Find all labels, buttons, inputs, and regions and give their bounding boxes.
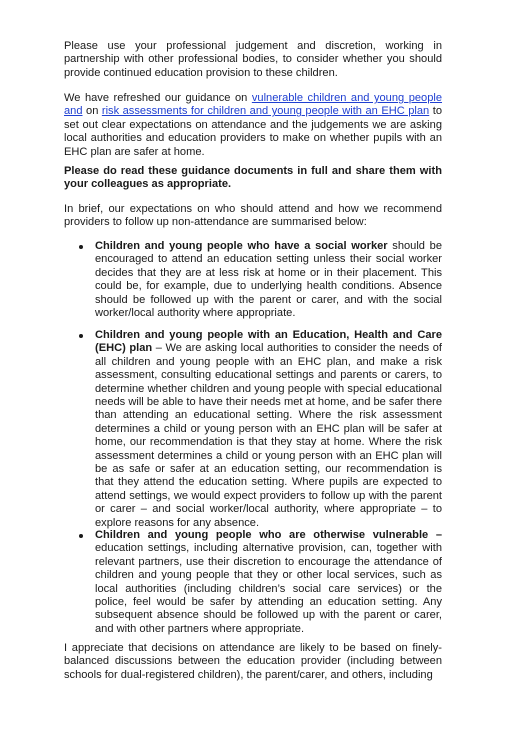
paragraph-attendance-decisions: I appreciate that decisions on attendance are likely to be based on finely-balanced discussions between the education provider (including between schools for dual-registered children), the parent/carer, and others, including	[64, 642, 442, 681]
link-risk-assessments-guidance[interactable]: risk assessments for children and young people with an EHC plan	[101, 105, 430, 118]
list-item-social-worker	[64, 240, 442, 320]
list-item-lead: Children and young people who are otherwise vulnerable –	[95, 529, 442, 541]
list-item-body: – We are asking local authorities to consider the needs of all children and young people with an EHC plan, and make a risk assessment, consulting educational settings and parents or carers, to determine whether children and young people with special educational needs will be able to have their needs met at home, and be safer there than attending an educational setting. Where the risk assessment determines a child or young person with an EHC plan will be safer at home, our recommendation is that they stay at home. Where the risk assessment determines a child or young person with an EHC plan will be as safe or safer at an education setting, our recommendation is that they attend the education setting. Where pupils are expected to attend settings, we would expect providers to follow up with the parent or carer – and social worker/local authority, where appropriate – to explore reasons for any absence.	[95, 342, 442, 529]
bullet-icon	[79, 334, 83, 338]
list-item-lead: Children and young people with an Education, Health and Care (EHC) plan	[95, 329, 442, 355]
paragraph-text: to set out clear expectations on attendance and the judgements we are asking local authorities and education providers to make on whether pupils with an EHC plan are safer at home.	[64, 105, 442, 158]
paragraph-refreshed-guidance	[64, 92, 442, 159]
list-item-text	[95, 529, 442, 636]
list-item-text	[95, 329, 442, 530]
list-item-otherwise-vulnerable	[64, 529, 442, 636]
list-item-body: should be encouraged to attend an education setting unless their social worker decides that they are at less risk at home or in their placement. This could be, for example, due to underlying health conditions. Absence should be followed up with the parent or carer, and with the social worker/local authority where appropriate.	[95, 240, 442, 320]
paragraph-text: We have refreshed our guidance on	[64, 92, 252, 104]
paragraph-in-brief: In brief, our expectations on who should attend and how we recommend providers to follow up non-attendance are summarised below:	[64, 203, 442, 229]
list-item-ehc-plan	[64, 329, 442, 530]
bullet-icon	[79, 534, 83, 538]
paragraph-read-guidance: Please do read these guidance documents in full and share them with your colleagues as appropriate.	[64, 165, 442, 191]
list-item-body: education settings, including alternative provision, can, together with relevant partners, use their discretion to encourage the attendance of children and young people that they or other local services, such as local authorities (including children’s social care services) or the police, feel would be safer by attending an education setting. Any subsequent absence should be followed up with the parent or carer, and with other partners where appropriate.	[95, 542, 442, 635]
paragraph-text: on	[82, 105, 102, 118]
link-vulnerable-children-guidance[interactable]: vulnerable children and young people and	[64, 92, 443, 118]
list-item-text	[95, 240, 442, 320]
bullet-icon	[79, 245, 83, 249]
list-item-lead: Children and young people who have a social worker	[95, 240, 388, 252]
paragraph-professional-judgement: Please use your professional judgement and discretion, working in partnership with other professional bodies, to consider whether you should provide continued education provision to these children.	[64, 40, 442, 79]
